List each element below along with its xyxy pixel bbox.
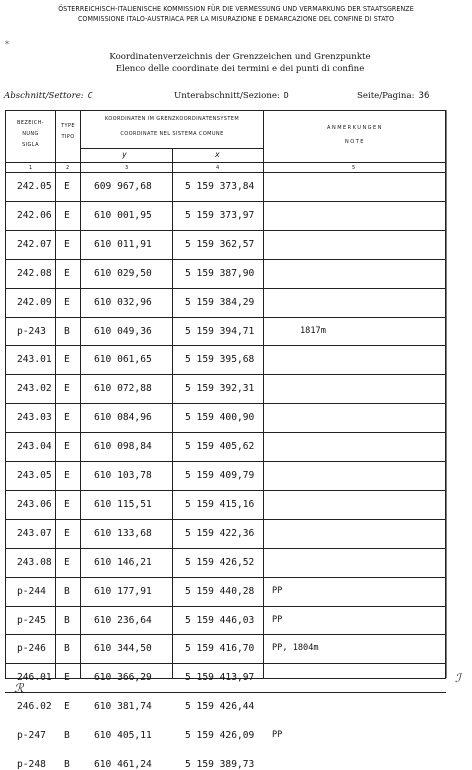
subsector-value: D xyxy=(283,91,289,100)
cell-y: 610 344,50 xyxy=(94,643,152,655)
cell-type: E xyxy=(64,238,70,250)
col-header-type-de: TYPE xyxy=(61,123,75,129)
signature-right: ℐ xyxy=(455,671,461,685)
col-header-designation-it: SIGLA xyxy=(22,142,39,148)
cell-note: PP xyxy=(272,730,283,741)
cell-x: 5 159 387,90 xyxy=(185,267,255,279)
cell-type: B xyxy=(64,759,70,770)
cell-y: 610 029,50 xyxy=(94,267,152,279)
cell-y: 610 032,96 xyxy=(94,296,152,308)
col-header-designation-de-2: NUNG xyxy=(22,131,39,137)
cell-type: E xyxy=(64,470,70,481)
cell-type: E xyxy=(64,412,70,424)
col-header-coordinates-it: COORDINATE NEL SISTEMA COMUNE xyxy=(120,131,224,137)
header-line-german: ÖSTERREICHISCH-ITALIENISCHE KOMMISSION FÜR DIE VERMESSUNG UND VERMARKUNG DER STAATSGRENZE xyxy=(58,5,414,13)
cell-type: E xyxy=(64,672,70,684)
cell-designation: 243.03 xyxy=(17,412,52,424)
col-number-5: 5 xyxy=(352,165,356,171)
cell-x: 5 159 373,97 xyxy=(185,209,255,221)
cell-x: 5 159 400,90 xyxy=(185,412,255,424)
cell-type: B xyxy=(64,730,70,742)
cell-type: E xyxy=(64,441,70,453)
col-header-designation-de: BEZEICH- xyxy=(17,120,44,126)
title-german: Koordinatenverzeichnis der Grenzzeichen und Grenzpunkte xyxy=(109,52,371,62)
cell-type: B xyxy=(64,643,70,655)
cell-type: E xyxy=(64,267,70,279)
cell-designation: 242.06 xyxy=(17,209,52,221)
cell-y: 610 011,91 xyxy=(94,238,152,250)
col-header-y: y xyxy=(122,150,127,159)
cell-x: 5 159 409,79 xyxy=(185,470,255,481)
cell-y: 610 236,64 xyxy=(94,614,152,626)
signature-left: ℛ xyxy=(14,681,24,695)
cell-x: 5 159 440,28 xyxy=(185,585,255,597)
col-header-notes-it: NOTE xyxy=(345,139,365,145)
cell-designation: 243.06 xyxy=(17,498,52,510)
col-number-2: 2 xyxy=(66,165,70,171)
cell-designation: 246.01 xyxy=(17,672,52,684)
col-header-coordinates xyxy=(81,114,263,140)
cell-x: 5 159 405,62 xyxy=(185,441,255,453)
cell-note: PP, 1804m xyxy=(272,643,319,654)
cell-y: 610 072,88 xyxy=(94,383,152,395)
cell-designation: 243.07 xyxy=(17,527,52,539)
cell-y: 610 098,84 xyxy=(94,441,152,453)
cell-designation: 243.02 xyxy=(17,383,52,395)
cell-designation: p-243 xyxy=(17,325,46,337)
margin-mark: * xyxy=(5,40,9,49)
cell-x: 5 159 422,36 xyxy=(185,527,255,539)
cell-designation: 242.05 xyxy=(17,181,52,192)
cell-y: 610 115,51 xyxy=(94,498,152,510)
cell-y: 610 049,36 xyxy=(94,325,152,337)
cell-type: E xyxy=(64,383,70,395)
cell-designation: 242.09 xyxy=(17,296,52,308)
cell-note: 1817m xyxy=(300,325,326,336)
cell-designation: 243.01 xyxy=(17,354,52,366)
col-header-notes xyxy=(264,123,446,148)
cell-type: E xyxy=(64,181,70,192)
cell-x: 5 159 416,70 xyxy=(185,643,255,655)
cell-x: 5 159 395,68 xyxy=(185,354,255,366)
cell-y: 610 133,68 xyxy=(94,527,152,539)
cell-note: PP xyxy=(272,614,283,625)
col-header-x: x xyxy=(215,150,220,159)
cell-y: 610 001,95 xyxy=(94,209,152,221)
page-value: 36 xyxy=(418,91,430,101)
title-italian: Elenco delle coordinate dei termini e dei punti di confine xyxy=(115,64,365,74)
cell-x: 5 159 426,09 xyxy=(185,730,255,742)
header-line-italian: COMMISSIONE ITALO-AUSTRIACA PER LA MISURAZIONE E DEMARCAZIONE DEL CONFINE DI STATO xyxy=(77,15,395,23)
cell-x: 5 159 392,31 xyxy=(185,383,255,395)
cell-type: E xyxy=(64,209,70,221)
cell-x: 5 159 362,57 xyxy=(185,238,255,250)
subsector-label: Unterabschnitt/Sezione: xyxy=(174,91,280,101)
col-header-coordinates-de: KOORDINATEN IM GRENZKOORDINATENSYSTEM xyxy=(104,116,240,122)
cell-type: E xyxy=(64,354,70,366)
col-number-1: 1 xyxy=(29,165,33,171)
cell-y: 610 366,29 xyxy=(94,672,152,684)
cell-y: 610 461,24 xyxy=(94,759,152,770)
col-header-designation xyxy=(6,118,55,151)
cell-y: 610 103,78 xyxy=(94,470,152,481)
cell-type: B xyxy=(64,585,70,597)
cell-designation: p-244 xyxy=(17,585,46,597)
cell-type: E xyxy=(64,701,70,713)
col-number-3: 3 xyxy=(125,165,129,171)
col-header-notes-de: ANMERKUNGEN xyxy=(327,125,383,131)
cell-type: E xyxy=(64,296,70,308)
cell-type: E xyxy=(64,527,70,539)
col-number-4: 4 xyxy=(216,165,220,171)
cell-note: PP xyxy=(272,585,283,596)
cell-designation: 243.05 xyxy=(17,470,52,481)
cell-designation: 242.08 xyxy=(17,267,52,279)
cell-x: 5 159 384,29 xyxy=(185,296,255,308)
cell-y: 610 061,65 xyxy=(94,354,152,366)
cell-designation: p-245 xyxy=(17,614,46,626)
sector-label: Abschnitt/Settore: xyxy=(4,91,84,101)
cell-designation: p-248 xyxy=(17,759,46,770)
cell-x: 5 159 373,84 xyxy=(185,181,255,192)
cell-designation: 246.02 xyxy=(17,701,52,713)
cell-x: 5 159 426,52 xyxy=(185,556,255,568)
cell-x: 5 159 389,73 xyxy=(185,759,255,770)
cell-x: 5 159 394,71 xyxy=(185,325,255,337)
cell-x: 5 159 446,03 xyxy=(185,614,255,626)
cell-designation: p-247 xyxy=(17,730,46,742)
cell-y: 610 177,91 xyxy=(94,585,152,597)
cell-y: 610 146,21 xyxy=(94,556,152,568)
sector-value: C xyxy=(87,91,93,100)
page-label: Seite/Pagina: xyxy=(357,91,415,101)
cell-type: E xyxy=(64,498,70,510)
col-header-type xyxy=(56,121,80,143)
col-header-type-it: TIPO xyxy=(61,134,75,140)
cell-y: 610 381,74 xyxy=(94,701,152,713)
cell-x: 5 159 426,44 xyxy=(185,701,255,713)
cell-y: 610 084,96 xyxy=(94,412,152,424)
cell-type: B xyxy=(64,325,70,337)
cell-type: E xyxy=(64,556,70,568)
cell-designation: 243.04 xyxy=(17,441,52,453)
cell-x: 5 159 415,16 xyxy=(185,498,255,510)
cell-designation: 243.08 xyxy=(17,556,52,568)
cell-x: 5 159 413,97 xyxy=(185,672,255,684)
cell-y: 610 405,11 xyxy=(94,730,152,742)
cell-type: B xyxy=(64,614,70,626)
cell-designation: p-246 xyxy=(17,643,46,655)
cell-designation: 242.07 xyxy=(17,238,52,250)
cell-y: 609 967,68 xyxy=(94,181,152,192)
